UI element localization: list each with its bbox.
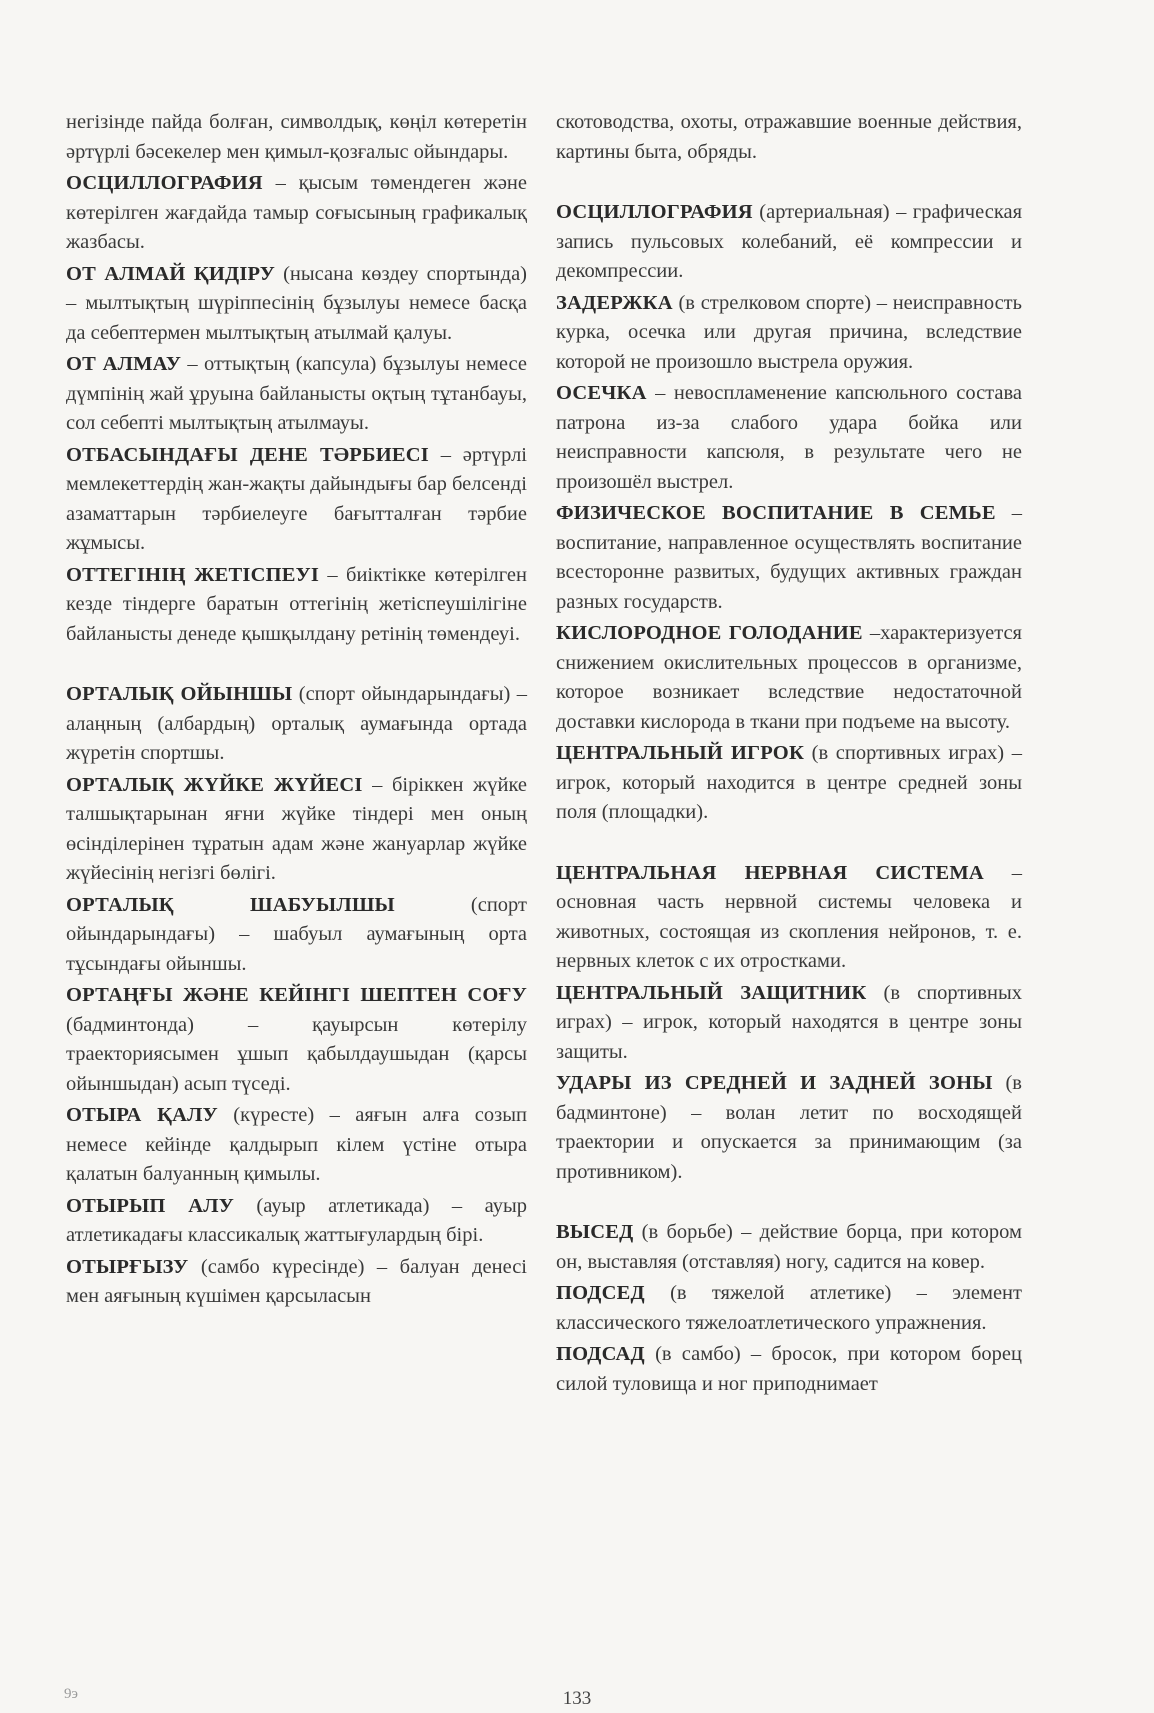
- page-number: 133: [562, 1688, 592, 1709]
- entry-term: ОТЫРҒЫЗУ: [66, 1255, 189, 1278]
- entry-definition: негізінде пайда болған, символдық, көңіл көтеретін әртүрлі бәсекелер мен қимыл-қозғалыс ойындары.: [66, 111, 527, 163]
- entry-definition: (спорт ойындарындағы) – алаңның (албардың) орталық аумағында ортада жүретін спортшы.: [66, 683, 527, 764]
- left-column-kazakh: [66, 108, 527, 1314]
- entry-definition: (нысана көздеу спортында) – мылтықтың шүріппесінің бұзылуы немесе басқа да себептермен мылтықтың атылмай қалуы.: [66, 262, 527, 344]
- dictionary-entry: [66, 1101, 527, 1190]
- entry-term: ОТЫРЫП АЛУ: [66, 1194, 234, 1217]
- dictionary-entry: [556, 198, 1022, 287]
- dictionary-entry: [66, 1253, 527, 1312]
- right-column-russian: [556, 108, 1022, 1401]
- dictionary-entry: [66, 350, 527, 439]
- dictionary-entry: [66, 260, 527, 349]
- entry-term: ПОДСЕД: [556, 1282, 645, 1304]
- entry-definition: (артериальная) – графическая запись пульсовых колебаний, её компрессии и декомпрессии.: [556, 201, 1022, 282]
- entry-term: ОРТАЛЫҚ ШАБУЫЛШЫ: [66, 893, 395, 916]
- dictionary-entry: [66, 561, 527, 650]
- dictionary-entry: [556, 1279, 1022, 1338]
- entry-term: ОРТАЛЫҚ ОЙЫНШЫ: [66, 683, 293, 705]
- entry-term: УДАРЫ ИЗ СРЕДНЕЙ И ЗАДНЕЙ ЗОНЫ: [556, 1072, 993, 1094]
- dictionary-entry: [66, 891, 527, 980]
- entry-term: ОТ АЛМАЙ ҚИДІРУ: [66, 262, 275, 285]
- dictionary-entry: [556, 979, 1022, 1068]
- entry-term: ОТЫРА ҚАЛУ: [66, 1104, 218, 1126]
- entry-term: ЦЕНТРАЛЬНАЯ НЕРВНАЯ СИСТЕМА: [556, 861, 984, 884]
- entry-definition: – основная часть нервной системы человека и животных, состоящая из скопления нейронов, т. е. нервных клеток с их отростками.: [556, 861, 1023, 972]
- dictionary-entry: [556, 108, 1022, 167]
- entry-term: ОСЦИЛЛОГРАФИЯ: [556, 201, 753, 223]
- entry-term: ОТТЕГІНІҢ ЖЕТІСПЕУІ: [66, 563, 320, 586]
- entry-definition: – невоспламенение капсюльного состава патрона из-за слабого удара бойка или неисправности капсюля, в результате чего не произошёл выстрел.: [556, 382, 1022, 493]
- dictionary-entry: [556, 859, 1022, 977]
- entry-term: ОТБАСЫНДАҒЫ ДЕНЕ ТӘРБИЕСІ: [66, 443, 429, 466]
- dictionary-entry: [556, 1218, 1022, 1277]
- entry-definition: (в бадминтоне) – волан летит по восходящей траектории и опускается за принимающим (за противником).: [556, 1072, 1022, 1183]
- entry-definition: (в борьбе) – действие борца, при котором он, выставляя (отставляя) ногу, садится на ковер.: [556, 1221, 1022, 1273]
- entry-term: ОСЕЧКА: [556, 382, 647, 404]
- entry-term: ЦЕНТРАЛЬНЫЙ ЗАЩИТНИК: [556, 981, 867, 1004]
- entry-definition: – қысым төмендеген және көтерілген жағдайда тамыр соғысының графикалық жазбасы.: [66, 172, 527, 253]
- entry-definition: (в самбо) – бросок, при котором борец силой туловища и ног приподнимает: [556, 1343, 1022, 1395]
- dictionary-entry: [66, 1192, 527, 1251]
- entry-definition: скотоводства, охоты, отражавшие военные действия, картины быта, обряды.: [556, 111, 1022, 163]
- dictionary-entry: [556, 739, 1022, 828]
- entry-definition: (в спортивных играх) – игрок, который находятся в центре зоны защиты.: [556, 981, 1022, 1063]
- entry-definition: – воспитание, направленное осуществлять воспитание всесторонне развитых, будущих активных граждан разных государств.: [556, 502, 1022, 613]
- dictionary-entry: [66, 771, 527, 889]
- entry-definition: (в стрелковом спорте) – неисправность курка, осечка или другая причина, вследствие которой не произошло выстрела оружия.: [556, 291, 1022, 373]
- entry-definition: (ауыр атлетикада) – ауыр атлетикадағы классикалық жаттығулардың бірі.: [66, 1194, 527, 1246]
- dictionary-entry: [556, 1340, 1022, 1399]
- entry-term: ОТ АЛМАУ: [66, 353, 182, 375]
- dictionary-entry: [556, 1069, 1022, 1187]
- entry-definition: (в тяжелой атлетике) – элемент классического тяжелоатлетического упражнения.: [556, 1282, 1022, 1334]
- entry-term: ПОДСАД: [556, 1343, 645, 1365]
- entry-definition: (күресте) – аяғын алға созып немесе кейінде қалдырып кілем үстіне отыра қалатын балуанның қимылы.: [66, 1104, 527, 1185]
- dictionary-entry: [66, 169, 527, 258]
- dictionary-entry: [556, 379, 1022, 497]
- entry-term: ОРТАҢҒЫ ЖӘНЕ КЕЙІНГІ ШЕПТЕН СОҒУ: [66, 984, 527, 1006]
- dictionary-entry: [66, 680, 527, 769]
- entry-definition: – биіктікке көтерілген кезде тіндерге баратын оттегінің жетіспеушілігіне байланысты денеде қышқылдану ретінің төмендеуі.: [66, 563, 527, 645]
- entry-term: ВЫСЕД: [556, 1221, 634, 1243]
- entry-definition: (бадминтонда) – қауырсын көтерілу траекториясымен ұшып қабылдаушыдан (қарсы ойыншыдан) асып түседі.: [66, 1013, 527, 1095]
- dictionary-entry: [66, 981, 527, 1099]
- entry-term: ОРТАЛЫҚ ЖҮЙКЕ ЖҮЙЕСІ: [66, 773, 363, 796]
- entry-definition: –характеризуется снижением окислительных процессов в организме, которое возникает вследствие недостаточной доставки кислорода в ткани при подъеме на высоту.: [556, 622, 1022, 733]
- dictionary-entry: [556, 499, 1022, 617]
- entry-definition: (в спортивных играх) – игрок, который находится в центре средней зоны поля (площадки).: [556, 742, 1022, 823]
- entry-definition: – біріккен жүйке талшықтарынан яғни жүйке тіндері мен оның өсінділерінен тұратын адам және жануарлар жүйке жүйесінің негізгі бөлігі.: [66, 773, 527, 884]
- entry-definition: – оттықтың (капсула) бұзылуы немесе дүмпінің жай ұруына байланысты оқтың тұтанбауы, сол себепті мылтықтың атылмауы.: [66, 353, 527, 434]
- entry-term: КИСЛОРОДНОЕ ГОЛОДАНИЕ: [556, 622, 863, 644]
- entry-term: ЦЕНТРАЛЬНЫЙ ИГРОК: [556, 742, 805, 764]
- entry-term: ФИЗИЧЕСКОЕ ВОСПИТАНИЕ В СЕМЬЕ: [556, 502, 996, 524]
- entry-term: ОСЦИЛЛОГРАФИЯ: [66, 172, 263, 194]
- entry-term: ЗАДЕРЖКА: [556, 291, 673, 314]
- entry-definition: (самбо күресінде) – балуан денесі мен аяғының күшімен қарсыласын: [66, 1255, 527, 1307]
- dictionary-entry: [66, 441, 527, 559]
- dictionary-entry: [556, 289, 1022, 378]
- dictionary-entry: [556, 619, 1022, 737]
- corner-mark: 9э: [64, 1686, 78, 1702]
- entry-definition: – әртүрлі мемлекеттердің жан-жақты дайындығы бар белсенді азаматтарын тәрбиелеуге бағытталған тәрбие жұмысы.: [66, 443, 527, 554]
- entry-definition: (спорт ойындарындағы) – шабуыл аумағының орта тұсындағы ойыншы.: [66, 893, 527, 975]
- dictionary-entry: [66, 108, 527, 167]
